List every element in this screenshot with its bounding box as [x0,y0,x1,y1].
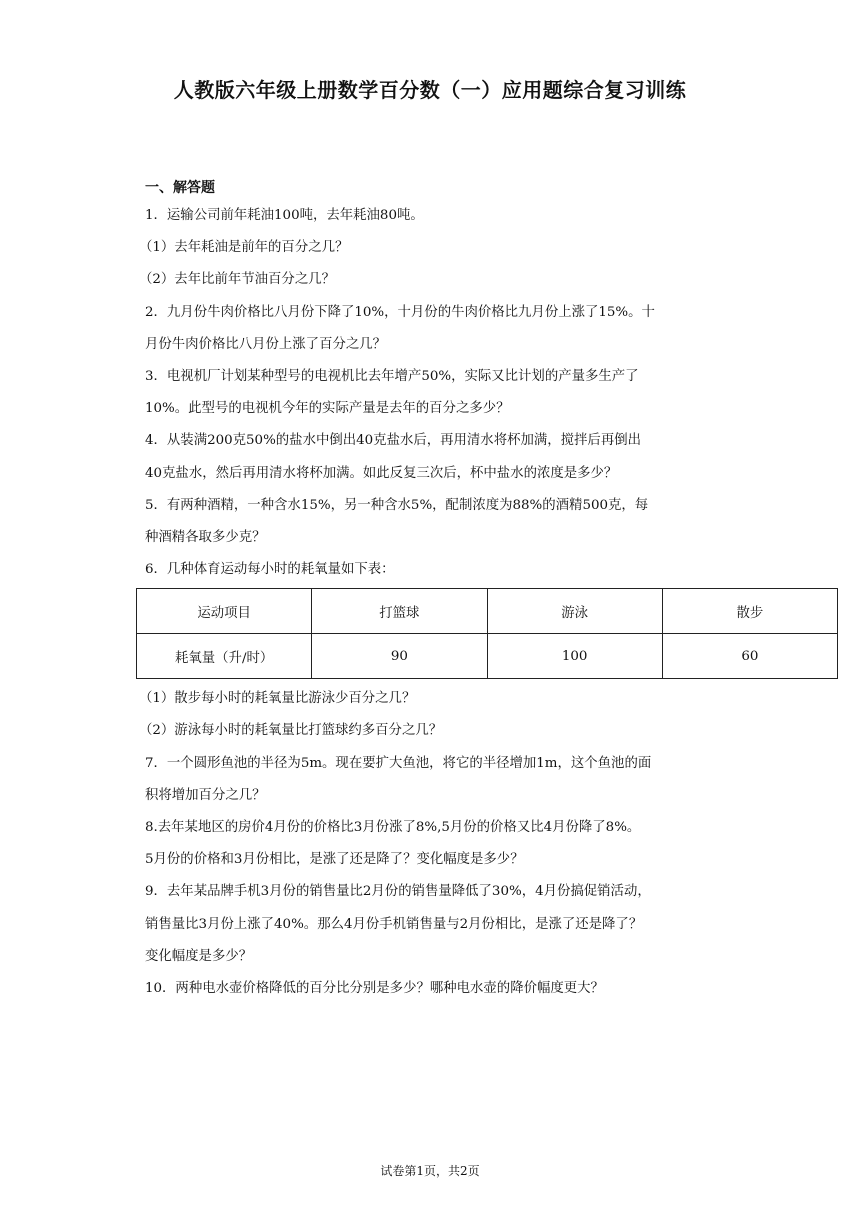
table-cell: 耗氧量（升/时） [137,634,312,679]
question-6: 6．几种体育运动每小时的耗氧量如下表： [145,562,395,578]
question-9-line-3: 变化幅度是多少？ [145,948,253,964]
page-title: 人教版六年级上册数学百分数（一）应用题综合复习训练 [173,78,687,102]
table-header-cell: 运动项目 [137,589,312,634]
question-7-line-1: 7．一个圆形鱼池的半径为5m。现在要扩大鱼池，将它的半径增加1m，这个鱼池的面 [145,755,652,771]
table-header-cell: 游泳 [487,589,662,634]
question-4-line-2: 40克盐水，然后再用清水将杯加满。如此反复三次后，杯中盐水的浓度是多少？ [145,465,618,481]
question-list [139,176,764,1005]
section-heading: 一、解答题 [145,180,215,196]
question-4-line-1: 4．从装满200克50%的盐水中倒出40克盐水后，再用清水将杯加满，搅拌后再倒出 [145,433,641,449]
question-8-line-2: 5月份的价格和3月份相比，是涨了还是降了？变化幅度是多少？ [145,852,524,868]
table-cell: 60 [662,634,837,679]
question-1-part-2: （2）去年比前年节油百分之几？ [139,272,335,288]
table-header-cell: 散步 [662,589,837,634]
question-5-line-2: 种酒精各取多少克？ [145,529,266,545]
question-9-line-2: 销售量比3月份上涨了40%。那么4月份手机销售量与2月份相比，是涨了还是降了？ [145,916,643,932]
question-2-line-1: 2．九月份牛肉价格比八月份下降了10%，十月份的牛肉价格比九月份上涨了15%。十 [145,304,655,320]
question-9-line-1: 9．去年某品牌手机3月份的销售量比2月份的销售量降低了30%，4月份搞促销活动， [145,884,651,900]
table-cell: 100 [487,634,662,679]
table-header-row [137,589,838,634]
question-8-line-1: 8.去年某地区的房价4月份的价格比3月份涨了8%,5月份的价格又比4月份降了8%。 [145,820,641,835]
question-1: 1．运输公司前年耗油100吨，去年耗油80吨。 [145,208,424,223]
table-cell: 90 [312,634,487,679]
question-7-line-2: 积将增加百分之几？ [145,787,266,803]
question-6-part-1: （1）散步每小时的耗氧量比游泳少百分之几？ [139,691,416,707]
table-row [137,634,838,679]
oxygen-consumption-table [136,588,838,679]
table-header-cell: 打篮球 [312,589,487,634]
question-1-part-1: （1）去年耗油是前年的百分之几？ [139,240,349,256]
question-6-part-2: （2）游泳每小时的耗氧量比打篮球约多百分之几？ [139,723,443,739]
page-footer: 试卷第1页，共2页 [380,1164,480,1178]
question-2-line-2: 月份牛肉价格比八月份上涨了百分之几？ [145,336,387,352]
question-5-line-1: 5．有两种酒精，一种含水15%，另一种含水5%，配制浓度为88%的酒精500克，每 [145,497,649,513]
question-10: 10．两种电水壶价格降低的百分比分别是多少？哪种电水壶的降价幅度更大？ [145,980,604,996]
question-3-line-2: 10%。此型号的电视机今年的实际产量是去年的百分之多少？ [145,401,510,417]
question-3-line-1: 3．电视机厂计划某种型号的电视机比去年增产50%，实际又比计划的产量多生产了 [145,368,639,384]
